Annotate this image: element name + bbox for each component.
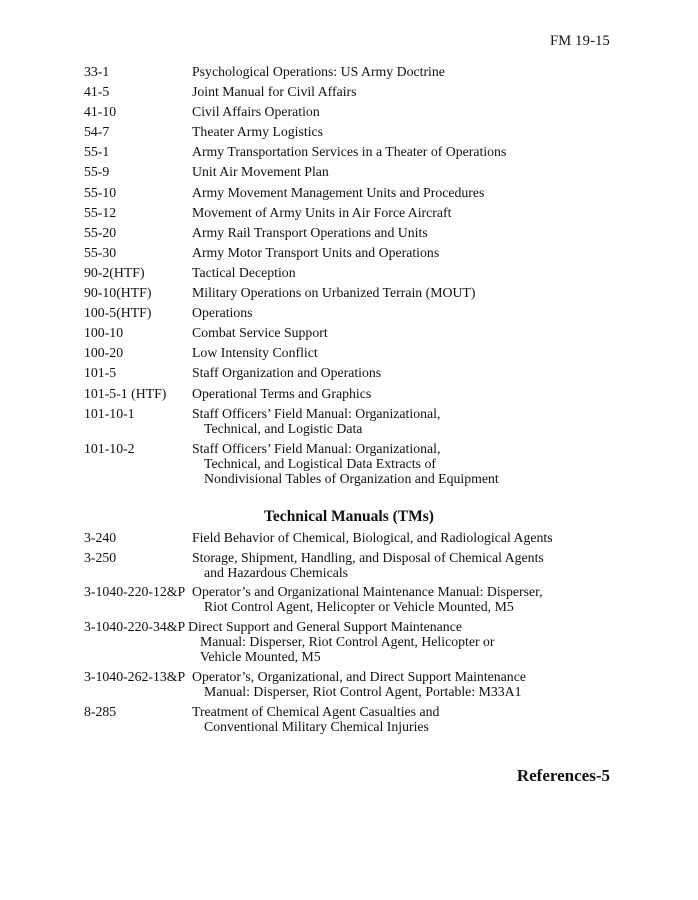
reference-number: 100-5(HTF): [84, 305, 152, 321]
reference-title-line: Psychological Operations: US Army Doctrine: [192, 64, 445, 79]
reference-title-line: Combat Service Support: [192, 325, 328, 341]
reference-title-continuation: Technical, and Logistic Data: [204, 420, 363, 436]
reference-row: [84, 305, 614, 320]
reference-row: [84, 365, 614, 380]
reference-number: 55-20: [84, 224, 117, 240]
reference-number: 101-5: [84, 365, 117, 381]
reference-row: [84, 441, 614, 487]
technical-manuals-list: [84, 530, 614, 738]
reference-title-continuation: Vehicle Mounted, M5: [200, 649, 321, 665]
reference-title: [192, 225, 614, 240]
reference-number: 55-9: [84, 164, 110, 180]
reference-title-line: Army Rail Transport Operations and Units: [192, 224, 428, 240]
reference-title: [192, 325, 614, 340]
reference-number: 3-1040-220-12&P: [84, 584, 186, 600]
reference-row: [84, 386, 614, 401]
reference-title: [192, 386, 614, 401]
reference-number: 3-250: [84, 549, 117, 565]
reference-row: [84, 406, 614, 436]
reference-row: [84, 144, 614, 159]
reference-number: 100-10: [84, 325, 124, 341]
page-header-manual-id: FM 19-15: [549, 33, 610, 49]
reference-title-continuation: Manual: Disperser, Riot Control Agent, Portable: M33A1: [204, 684, 522, 700]
reference-title: [192, 305, 614, 320]
reference-number: 101-10-1: [84, 405, 135, 421]
reference-title-line: Operator’s and Organizational Maintenance Manual: Disperser,: [192, 584, 543, 600]
reference-row: [84, 325, 614, 340]
reference-number: 41-5: [84, 84, 110, 100]
reference-title: [192, 245, 614, 260]
page-footer-label: References-5: [516, 766, 610, 785]
reference-title: [192, 530, 614, 545]
reference-title: [192, 584, 614, 614]
reference-number: 100-20: [84, 345, 124, 361]
reference-row: [84, 245, 614, 260]
reference-title-line: Joint Manual for Civil Affairs: [192, 84, 357, 100]
reference-title: [192, 64, 614, 79]
reference-number: 8-285: [84, 703, 117, 719]
reference-number: 33-1: [84, 64, 110, 79]
reference-title: [192, 365, 614, 380]
reference-row: [84, 64, 614, 79]
reference-row: [84, 704, 614, 734]
reference-number: 55-30: [84, 244, 117, 260]
reference-title-line: Military Operations on Urbanized Terrain (MOUT): [192, 285, 476, 301]
reference-number: 3-240: [84, 530, 117, 545]
reference-title-line: Theater Army Logistics: [192, 124, 324, 140]
reference-number: 101-10-2: [84, 440, 135, 456]
reference-title: [192, 104, 614, 119]
reference-row: [84, 185, 614, 200]
field-manuals-list: [84, 64, 614, 491]
reference-title: [192, 205, 614, 220]
reference-row: [84, 530, 614, 545]
reference-row: [84, 265, 614, 280]
reference-number: 90-10(HTF): [84, 285, 152, 301]
reference-title: [192, 285, 614, 300]
reference-title: [192, 406, 614, 436]
reference-title-line: Direct Support and General Support Maintenance: [188, 618, 462, 634]
reference-row: [84, 584, 614, 614]
reference-title-line: Army Transportation Services in a Theater of Operations: [192, 144, 507, 160]
reference-title-continuation: Riot Control Agent, Helicopter or Vehicle Mounted, M5: [204, 599, 514, 615]
reference-number: 55-10: [84, 184, 117, 200]
reference-row: [84, 225, 614, 240]
reference-title-line: Storage, Shipment, Handling, and Disposal of Chemical Agents: [192, 549, 544, 565]
reference-title-continuation: Technical, and Logistical Data Extracts of: [204, 456, 436, 472]
reference-title-line: Staff Organization and Operations: [192, 365, 382, 381]
reference-number: 3-1040-220-34&P: [84, 618, 186, 634]
reference-row: [84, 104, 614, 119]
reference-title-line: Field Behavior of Chemical, Biological, and Radiological Agents: [192, 530, 553, 545]
reference-row: [84, 550, 614, 580]
reference-row: [84, 205, 614, 220]
reference-title-continuation: Nondivisional Tables of Organization and Equipment: [204, 471, 499, 487]
reference-row: [84, 619, 614, 665]
reference-title-line: Operational Terms and Graphics: [192, 385, 372, 401]
reference-title-line: Unit Air Movement Plan: [192, 164, 329, 180]
reference-number: 90-2(HTF): [84, 264, 145, 280]
reference-title-line: Low Intensity Conflict: [192, 345, 318, 361]
reference-title-continuation: Manual: Disperser, Riot Control Agent, Helicopter or: [200, 634, 495, 650]
reference-row: [84, 345, 614, 360]
reference-number: 3-1040-262-13&P: [84, 668, 186, 684]
reference-title: [192, 164, 614, 179]
reference-row: [84, 669, 614, 699]
reference-title: [188, 619, 614, 665]
reference-title-line: Staff Officers’ Field Manual: Organizational,: [192, 405, 441, 421]
reference-title: [192, 144, 614, 159]
reference-title: [192, 185, 614, 200]
reference-number: 55-1: [84, 144, 110, 160]
reference-title-line: Civil Affairs Operation: [192, 104, 320, 120]
reference-title: [192, 345, 614, 360]
reference-number: 55-12: [84, 204, 117, 220]
reference-title-line: Tactical Deception: [192, 264, 296, 280]
reference-title: [192, 550, 614, 580]
reference-title: [192, 441, 614, 487]
reference-number: 54-7: [84, 124, 110, 140]
reference-title-line: Operations: [192, 305, 253, 321]
reference-row: [84, 164, 614, 179]
reference-title-line: Operator’s, Organizational, and Direct Support Maintenance: [192, 668, 526, 684]
reference-number: 101-5-1 (HTF): [84, 385, 167, 401]
reference-title: [192, 124, 614, 139]
reference-title: [192, 704, 614, 734]
reference-title-line: Movement of Army Units in Air Force Aircraft: [192, 204, 452, 220]
reference-title: [192, 84, 614, 99]
reference-title-line: Army Movement Management Units and Procedures: [192, 184, 485, 200]
reference-title-line: Staff Officers’ Field Manual: Organizational,: [192, 440, 441, 456]
reference-row: [84, 124, 614, 139]
reference-row: [84, 84, 614, 99]
reference-number: 41-10: [84, 104, 117, 120]
reference-row: [84, 285, 614, 300]
reference-title: [192, 265, 614, 280]
technical-manuals-heading: Technical Manuals (TMs): [264, 508, 434, 525]
reference-title: [192, 669, 614, 699]
reference-title-line: Treatment of Chemical Agent Casualties and: [192, 703, 440, 719]
reference-title-continuation: and Hazardous Chemicals: [204, 564, 349, 580]
reference-title-continuation: Conventional Military Chemical Injuries: [204, 718, 429, 734]
reference-title-line: Army Motor Transport Units and Operations: [192, 244, 440, 260]
